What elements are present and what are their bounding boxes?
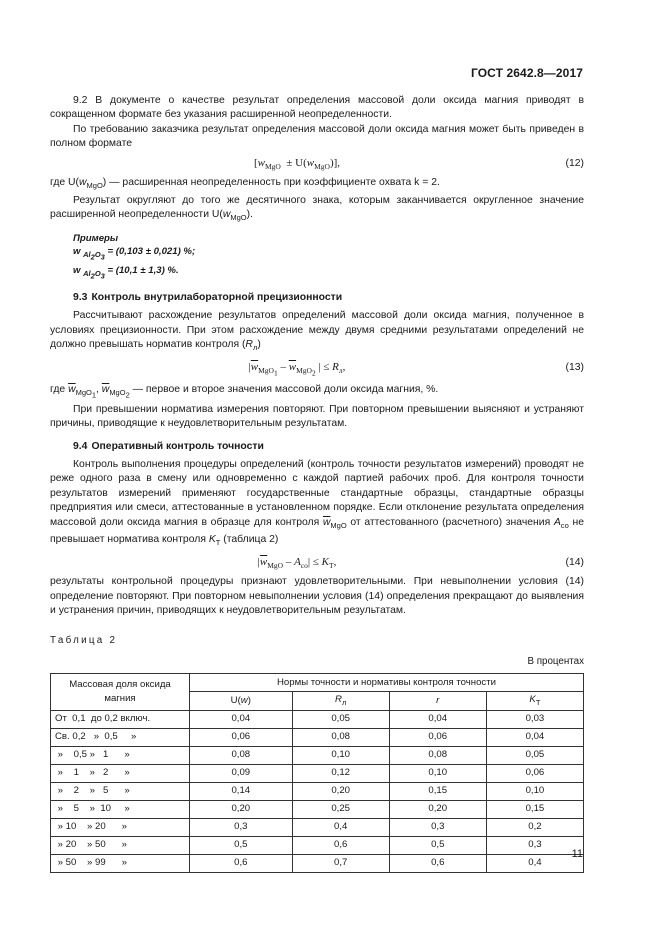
table-cell-range: » 2 » 5 » [51, 783, 190, 801]
table-cell-range: » 1 » 2 » [51, 765, 190, 783]
table-row [51, 711, 584, 729]
table-row [51, 837, 584, 855]
paragraph-where-12: где $U(w_{MgO})$ — расширенная неопределенность при коэффициенте охвата k = 2. [50, 177, 440, 191]
paragraph-9-4-1: Контроль выполнения процедуры определений (контроль точности результатов измерений) проводят не реже одного раза в смену или одновременно с каждой партией рабочих проб. Для контроля точности результатов измерений применяют государственные стандартные образцы, стандартные образцы предприятия или смеси, аттестованные в установленном порядке. Если отклонение результата определения массовой доли оксида магния в образце для контроля $\overline{w}_{MgO}$ от аттестованного (расчетного) значения $A_{со}$ не превышает норматива контроля $K_T$ (таблица 2) [50, 458, 584, 548]
example-2: w $_{Al_2O_3}$ = (10,1 ± 1,3) %. [73, 265, 179, 281]
paragraph-9-4-2: результаты контрольной процедуры признают удовлетворительными. При невыполнении условия (14) определение повторяют. При повторном невыполнении условия (14) определения прекращают до выявления и устранения причин, приводящих к неудовлетворительным результатам. [50, 576, 584, 616]
paragraph-9-2-1: 9.2 В документе о качестве результат определения массовой доли оксида магния приводят в сокращенном формате без указания расширенной неопределенности. [50, 95, 584, 121]
paragraph-9-2-2: По требованию заказчика результат определения массовой доли оксида магния может быть приведен в полном формате [50, 123, 584, 150]
table-cell-value: 0,09 [190, 765, 293, 783]
table-cell-value: 0,04 [190, 711, 293, 729]
table-cell-value: 0,4 [292, 819, 389, 837]
table-cell-value: 0,25 [292, 801, 389, 819]
subheader-u: U(w) [190, 692, 293, 711]
equation-13 [50, 360, 584, 381]
table-cell-range: Св. 0,2 » 0,5 » [51, 729, 190, 747]
header-norms-group: Нормы точности и нормативы контроля точности [190, 674, 584, 692]
table-cell-value: 0,20 [292, 783, 389, 801]
table-row [51, 729, 584, 747]
subheader-r: r [389, 692, 486, 711]
table-caption: Таблица 2 [50, 635, 118, 647]
table-cell-value: 0,7 [292, 855, 389, 873]
table-cell-value: 0,5 [190, 837, 293, 855]
table-cell-value: 0,08 [389, 747, 486, 765]
table-cell-value: 0,10 [389, 765, 486, 783]
table-unit: В процентах [527, 655, 584, 667]
table-row [51, 765, 584, 783]
table-row [51, 819, 584, 837]
table-cell-value: 0,03 [486, 711, 583, 729]
table-row [51, 855, 584, 873]
paragraph-9-3-1: Рассчитывают расхождение результатов определений массовой доли оксида магния, полученное в условиях прецизионности. При этом расхождение между двумя средними результатами определений не должно превышать норматив контроля $(R_л)$ [50, 310, 584, 353]
equation-14-number: (14) [565, 556, 584, 568]
table-cell-value: 0,05 [486, 747, 583, 765]
table-cell-value: 0,06 [389, 729, 486, 747]
table-cell-value: 0,15 [389, 783, 486, 801]
table-cell-value: 0,6 [190, 855, 293, 873]
accuracy-table [50, 673, 584, 873]
table-body [51, 711, 584, 873]
table-cell-range: » 5 » 10 » [51, 801, 190, 819]
table-cell-value: 0,05 [292, 711, 389, 729]
table-cell-range: » 0,5 » 1 » [51, 747, 190, 765]
section-9-3-title: 9.3 Контроль внутрилабораторной прецизионности [73, 291, 343, 303]
table-cell-range: » 20 » 50 » [51, 837, 190, 855]
table-cell-range: » 10 » 20 » [51, 819, 190, 837]
paragraph-rounding: Результат округляют до того же десятичного знака, которым заканчивается округленное значение расширенной неопределенности $U(w_{MgO})$. [50, 194, 584, 223]
table-cell-value: 0,08 [190, 747, 293, 765]
page-content [50, 94, 584, 873]
document-header: ГОСТ 2642.8—2017 [470, 66, 583, 80]
table-cell-value: 0,6 [389, 855, 486, 873]
section-9-4-title: 9.4 Оперативный контроль точности [73, 440, 264, 452]
equation-13-number: (13) [565, 361, 584, 373]
table-cell-value: 0,10 [486, 783, 583, 801]
page-number: 11 [571, 848, 583, 860]
table-cell-value: 0,4 [486, 855, 583, 873]
table-cell-value: 0,5 [389, 837, 486, 855]
paragraph-where-13: где $\overline{w}_{MgO_1}$, $\overline{w}_{MgO_2}$ — первое и второе значения массовой доли оксида магния, %. [50, 383, 439, 400]
table-cell-value: 0,06 [190, 729, 293, 747]
example-1: w $_{Al_2O_3}$ = (0,103 ± 0,021) %; [73, 246, 196, 262]
table-cell-value: 0,20 [190, 801, 293, 819]
equation-12-formula: $[w_{MgO} \pm U(w_{MgO})]$, [253, 156, 341, 171]
table-row [51, 801, 584, 819]
examples-label: Примеры [73, 232, 119, 244]
table-cell-value: 0,06 [486, 765, 583, 783]
equation-12 [50, 156, 584, 175]
equation-12-number: (12) [565, 157, 584, 169]
subheader-kt: $K_T$ [486, 692, 583, 711]
table-row [51, 783, 584, 801]
table-cell-value: 0,3 [190, 819, 293, 837]
table-cell-range: От 0,1 до 0,2 включ. [51, 711, 190, 729]
table-cell-range: » 50 » 99 » [51, 855, 190, 873]
table-cell-value: 0,04 [389, 711, 486, 729]
table-row [51, 747, 584, 765]
table-cell-value: 0,3 [486, 837, 583, 855]
table-cell-value: 0,08 [292, 729, 389, 747]
equation-14-formula: $|\overline{w}_{MgO} - A_{со}| \le K_T$, [257, 555, 337, 570]
table-cell-value: 0,10 [292, 747, 389, 765]
equation-14 [50, 555, 584, 574]
equation-13-formula: $|\overline{w}_{MgO_1} - \overline{w}_{MgO_2}$ | ≤ $R_л$, [248, 360, 346, 378]
table-cell-value: 0,04 [486, 729, 583, 747]
table-cell-value: 0,3 [389, 819, 486, 837]
subheader-r-l: $R_л$ [292, 692, 389, 711]
table-cell-value: 0,2 [486, 819, 583, 837]
table-cell-value: 0,20 [389, 801, 486, 819]
header-mass-fraction: Массовая доля оксида магния [51, 674, 190, 711]
examples-block [73, 232, 584, 283]
table-cell-value: 0,15 [486, 801, 583, 819]
table-cell-value: 0,6 [292, 837, 389, 855]
paragraph-9-3-2: При превышении норматива измерения повторяют. При повторном превышении выясняют и устраняют причины, приводящие к неудовлетворительным результатам. [50, 403, 584, 430]
table-cell-value: 0,14 [190, 783, 293, 801]
table-header-row [51, 674, 584, 692]
table-cell-value: 0,12 [292, 765, 389, 783]
